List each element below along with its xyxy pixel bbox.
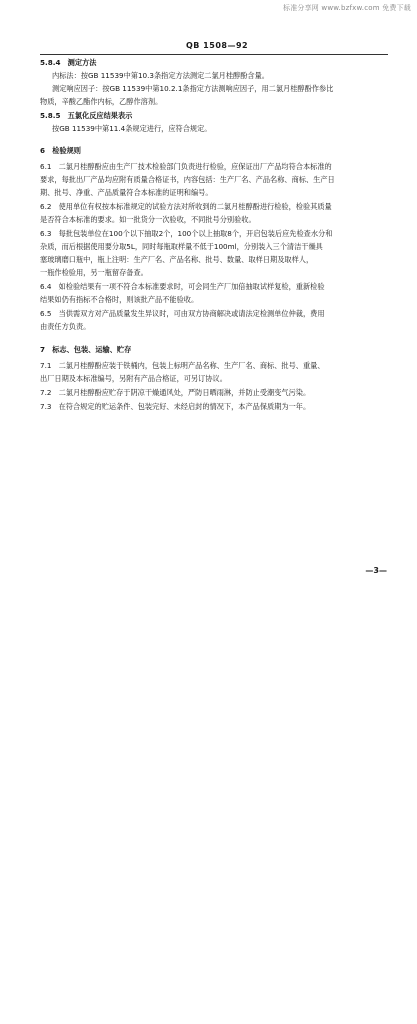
clause-6-3: 杂质，而后根据使用要分取5L，同时每瓶取样量不低于100ml，分别装入三个清洁干燥具 xyxy=(40,242,323,251)
clause-6-1: 期、批号、净重、产品质量符合本标准的证明和编号。 xyxy=(40,188,213,197)
clause-6-2: 是否符合本标准的要求。如一批货分一次验收，不同批号分别验收。 xyxy=(40,215,256,224)
paragraph: 按GB 11539中第11.4条规定进行，应符合规定。 xyxy=(52,124,212,133)
clause-6-1: 要求，每批出厂产品均应附有质量合格证书，内容包括：生产厂名、产品名称、商标、生产日 xyxy=(40,175,335,184)
clause-6-5: 由责任方负责。 xyxy=(40,322,91,331)
clause-7-2: 7.2 二氯月桂醇酚应贮存于阴凉干燥通风处，严防日晒雨淋，并防止受潮变气污染。 xyxy=(40,388,311,397)
clause-6-5: 6.5 当供需双方对产品质量发生异议时，可由双方协商解决或请法定检测单位仲裁，费用 xyxy=(40,309,325,318)
section-7-heading: 7 标志、包装、运输、贮存 xyxy=(40,345,132,354)
clause-6-3: 塞玻璃磨口瓶中，瓶上注明：生产厂名、产品名称、批号、数量、取样日期及取样人， xyxy=(40,255,314,264)
paragraph: 测定响应因子：按GB 11539中第10.2.1条指定方法测响应因子，用二氯月桂醇酚作参比 xyxy=(52,84,334,93)
section-5-8-4-heading: 5.8.4 测定方法 xyxy=(40,58,97,67)
paragraph: 内标法：按GB 11539中第10.3条指定方法测定二氯月桂醇酚含量。 xyxy=(52,71,269,80)
clause-6-4: 结果如仍有指标不合格时，则该批产品不能验收。 xyxy=(40,295,199,304)
standard-number-header: QB 1508—92 xyxy=(186,41,249,50)
clause-7-3: 7.3 在符合规定的贮运条件、包装完好、未经启封的情况下，本产品保质期为一年。 xyxy=(40,402,311,411)
paragraph: 物质，辛酸乙酯作内标，乙醇作溶剂。 xyxy=(40,97,163,106)
page-number: —3— xyxy=(365,566,387,575)
section-5-8-5-heading: 5.8.5 五氯化反应结果表示 xyxy=(40,111,133,120)
clause-6-1: 6.1 二氯月桂醇酚应由生产厂技术检验部门负责进行检验，应保证出厂产品均符合本标准的 xyxy=(40,162,332,171)
clause-6-3: 6.3 每批包装单位在100个以下抽取2个，100个以上抽取8个，开启包装后应先检查水分和 xyxy=(40,229,333,238)
clause-6-4: 6.4 如检验结果有一项不符合本标准要求时，可会同生产厂加倍抽取试样复检，重新检验 xyxy=(40,282,325,291)
header-rule xyxy=(40,54,388,55)
watermark: 标准分享网 www.bzfxw.com 免费下载 xyxy=(283,4,411,12)
clause-6-3: 一瓶作检验用，另一瓶留存备查。 xyxy=(40,268,148,277)
clause-6-2: 6.2 使用单位有权按本标准规定的试验方法对所收到的二氯月桂醇酚进行检验，检验其质量 xyxy=(40,202,332,211)
clause-7-1: 7.1 二氯月桂醇酚应装于铁桶内，包装上标明产品名称、生产厂名、商标、批号、重量、 xyxy=(40,361,325,370)
section-6-heading: 6 检验规则 xyxy=(40,146,81,155)
clause-7-1: 出厂日期及本标准编号，另附有产品合格证，可另订协议。 xyxy=(40,374,227,383)
